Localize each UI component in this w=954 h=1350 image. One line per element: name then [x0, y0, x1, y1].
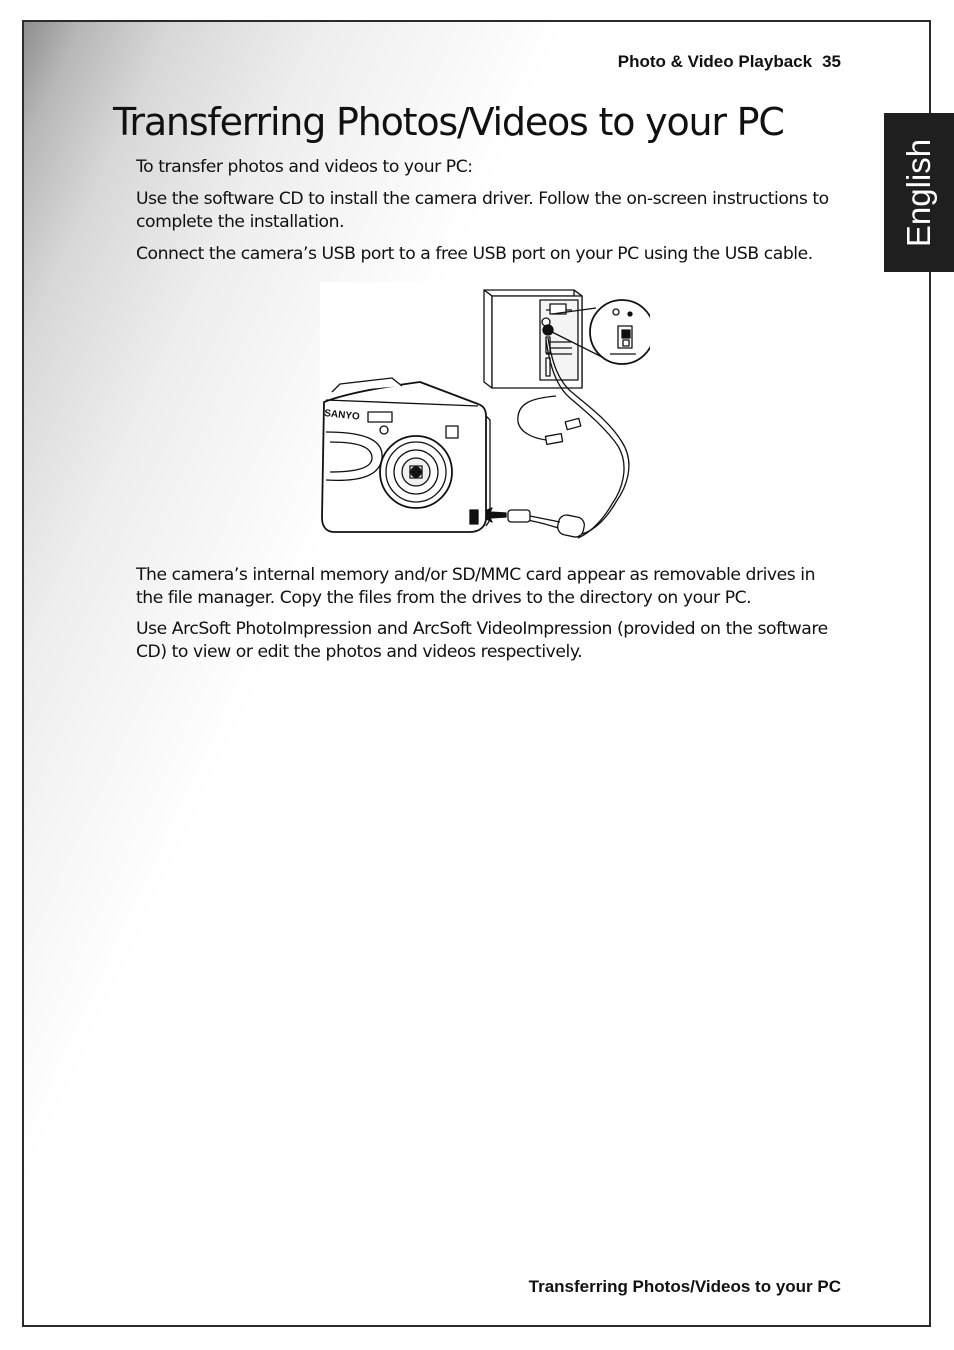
camera-brand-label: SANYO: [323, 408, 361, 423]
running-footer: Transferring Photos/Videos to your PC: [528, 1277, 841, 1296]
language-tab-label: English: [900, 138, 937, 247]
install-driver-paragraph: Use the software CD to install the camera driver. Follow the on-screen instructions to complete the installation.: [136, 189, 829, 232]
removable-drives-paragraph: The camera’s internal memory and/or SD/MMC card appear as removable drives in the file manager. Copy the files from the drives to the directory on your PC.: [136, 565, 816, 608]
header-section: Photo & Video Playback: [617, 52, 813, 71]
usb-connection-illustration: [320, 282, 650, 550]
intro-paragraph: To transfer photos and videos to your PC:: [136, 157, 473, 177]
page-number: 35: [822, 52, 841, 71]
camera-icon: [322, 378, 490, 532]
page-title: Transferring Photos/Videos to your PC: [113, 100, 784, 144]
language-tab: [884, 113, 954, 272]
running-header: [618, 52, 841, 72]
connect-usb-paragraph: Connect the camera’s USB port to a free USB port on your PC using the USB cable.: [136, 244, 813, 264]
arcsoft-paragraph: Use ArcSoft PhotoImpression and ArcSoft VideoImpression (provided on the software CD) to view or edit the photos and videos respectively.: [136, 619, 828, 662]
